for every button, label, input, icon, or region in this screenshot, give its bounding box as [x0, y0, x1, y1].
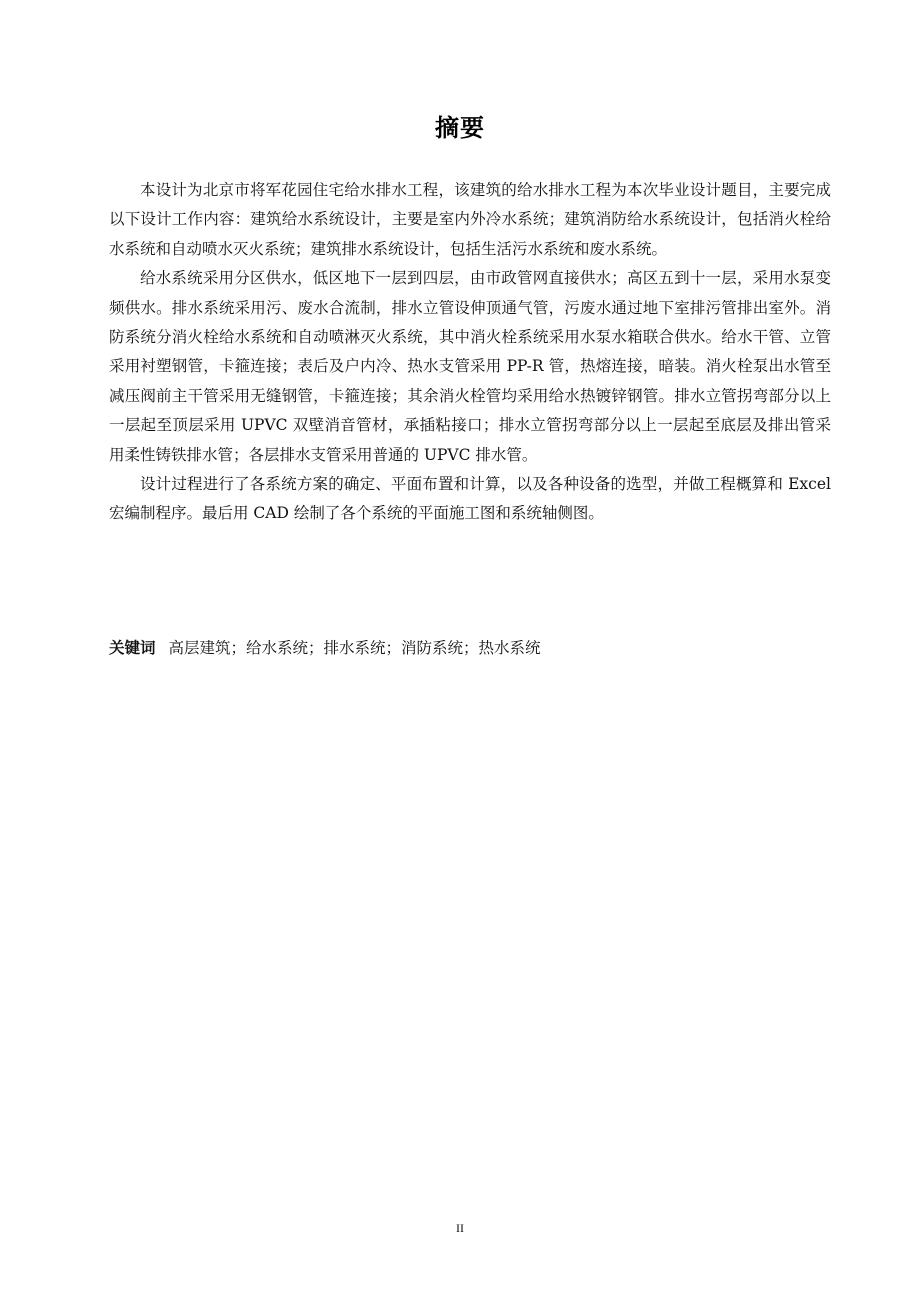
abstract-body — [109, 176, 831, 529]
keywords-label: 关键词 — [109, 639, 156, 657]
keywords-text: 高层建筑；给水系统；排水系统；消防系统；热水系统 — [168, 639, 541, 657]
keywords-line — [109, 634, 831, 663]
abstract-paragraph-3: 设计过程进行了各系统方案的确定、平面布置和计算，以及各种设备的选型，并做工程概算和 Excel 宏编制程序。最后用 CAD 绘制了各个系统的平面施工图和系统轴侧图。 — [109, 475, 831, 523]
abstract-paragraph-2: 给水系统采用分区供水，低区地下一层到四层，由市政管网直接供水；高区五到十一层，采用水泵变频供水。排水系统采用污、废水合流制，排水立管设伸顶通气管，污废水通过地下室排污管排出室外。消防系统分消火栓给水系统和自动喷淋灭火系统，其中消火栓系统采用水泵水箱联合供水。给水干管、立管采用衬塑钢管，卡箍连接；表后及户内冷、热水支管采用 PP-R 管，热熔连接，暗装。消火栓泵出水管至减压阀前主干管采用无缝钢管，卡箍连接；其余消火栓管均采用给水热镀锌钢管。排水立管拐弯部分以上一层起至顶层采用 UPVC 双壁消音管材，承插粘接口；排水立管拐弯部分以上一层起至底层及排出管采用柔性铸铁排水管；各层排水支管采用普通的 UPVC 排水管。 — [109, 269, 831, 464]
page-title: 摘要 — [435, 114, 485, 142]
page-number: II — [456, 1221, 464, 1235]
abstract-paragraph-1: 本设计为北京市将军花园住宅给水排水工程，该建筑的给水排水工程为本次毕业设计题目，主要完成以下设计工作内容：建筑给水系统设计，主要是室内外冷水系统；建筑消防给水系统设计，包括消火栓给水系统和自动喷水灭火系统；建筑排水系统设计，包括生活污水系统和废水系统。 — [109, 181, 831, 258]
